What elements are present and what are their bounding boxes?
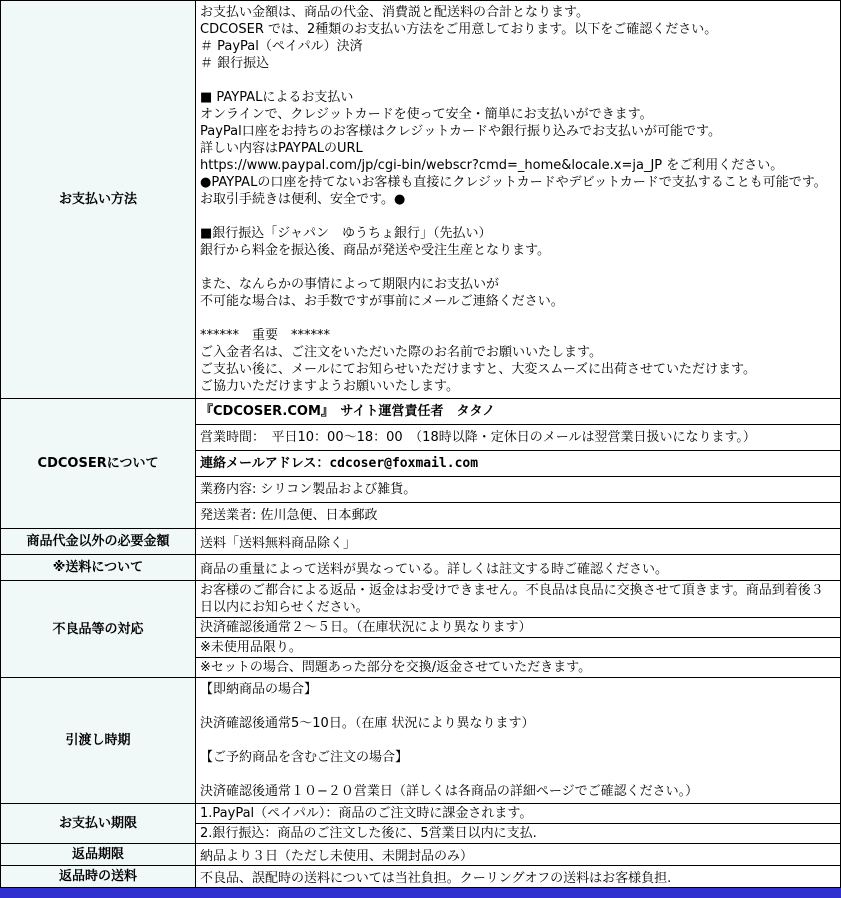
delivery-line (200, 698, 836, 715)
row-return-deadline (1, 844, 840, 866)
payment-line: CDCOSER では、2種類のお支払い方法をご用意しております。以下をご確認ください。 (200, 22, 718, 37)
delivery-line: 決済確認後通常5〜10日。（在庫 状況により異なります） (200, 716, 535, 731)
payment-line (200, 208, 836, 225)
row-delivery-timing (1, 678, 840, 804)
footer-band (0, 888, 841, 898)
row-about-cdcoser (1, 399, 840, 529)
return-deadline-content: 納品より３日（ただし未使用、未開封品のみ） (200, 849, 474, 864)
payment-line: ■銀行振込「ジャパン ゆうちょ銀行」（先払い） (200, 226, 492, 241)
about-site-owner-line: 『CDCOSER.COM』 サイト運営責任者 タタノ (196, 399, 840, 425)
payment-line: ご協力いただけますようお願いいたします。 (200, 379, 459, 394)
label-return-deadline: 返品期限 (1, 844, 196, 865)
row-payment-deadline (1, 804, 840, 844)
paypal-url-text: https://www.paypal.com/jp/cgi-bin/webscr?cmd=_home&locale.x=ja_JP をご利用ください。 (200, 158, 784, 173)
delivery-line: 【即納商品の場合】 (200, 682, 318, 697)
payment-line: 銀行から料金を振込後、商品が発送や受注生産となります。 (200, 243, 550, 258)
about-contact-line (196, 451, 840, 477)
payment-deadline-item: 2.銀行振込：商品のご注文した後に、5営業日以内に支払. (200, 826, 537, 841)
extra-fees-content: 送料「送料無料商品除く」 (200, 536, 357, 551)
payment-line: ＃ PayPal（ペイパル）決済 (200, 39, 363, 54)
delivery-line: 決済確認後通常１０−２０営業日（詳しくは各商品の詳細ページでご確認ください。） (200, 784, 699, 799)
payment-line: PayPal口座をお持ちのお客様はクレジットカードや銀行振り込みでお支払いが可能です。 (200, 124, 721, 139)
payment-line: ●PAYPALの口座を持てないお客様も直接にクレジットカードやデビットカードで支払することも可能です。 (200, 175, 827, 190)
label-payment-deadline: お支払い期限 (1, 804, 196, 843)
payment-line: ＃ 銀行振込 (200, 56, 270, 71)
defective-item: ※セットの場合、問題あった部分を交換/返金させていただきます。 (200, 660, 592, 675)
payment-line (200, 72, 836, 89)
payment-line: 不可能な場合は、お手数ですが事前にメールご連絡ください。 (200, 294, 564, 309)
payment-line: また、なんらかの事情によって期限内にお支払いが (200, 277, 500, 292)
label-payment-method: お支払い方法 (1, 1, 196, 398)
delivery-line (200, 766, 836, 783)
delivery-timing-content (196, 678, 840, 803)
shipping-note-content: 商品の重量によって送料が異なっている。詳しくは註文する時ご確認ください。 (200, 562, 669, 577)
payment-line: ****** 重要 ****** (200, 328, 331, 343)
row-payment-method (1, 1, 840, 399)
delivery-line (200, 732, 836, 749)
payment-deadline-content (196, 804, 840, 843)
payment-line: ご支払い後に、メールにてお知らせいただけますと、大変スムーズに出荷させていただけます。 (200, 362, 757, 377)
label-return-shipping: 返品時の送料 (1, 866, 196, 887)
defective-item: ※未使用品限り。 (196, 638, 840, 658)
payment-line: お支払い金額は、商品の代金、消費説と配送料の合計となります。 (200, 5, 589, 20)
row-shipping-note (1, 555, 840, 581)
row-extra-fees (1, 529, 840, 555)
about-shipping-carrier-line: 発送業者: 佐川急便、日本郵政 (200, 508, 378, 523)
contact-email-address: cdcoser@foxmail.com (329, 456, 479, 471)
about-cdcoser-content (196, 399, 840, 528)
contact-email-label: 連絡メールアドレス： (200, 456, 330, 471)
defective-item: お客様のご都合による返品・返金はお受けできません。不良品は良品に交換させて頂きます。商品到着後３日以内にお知らせください。 (196, 581, 840, 618)
label-shipping-note: ※送料について (1, 555, 196, 580)
defective-handling-content (196, 581, 840, 677)
return-shipping-content: 不良品、誤配時の送料については当社負担。クーリングオフの送料はお客様負担. (200, 871, 672, 886)
payment-line: お取引手続きは便利、安全です。● (200, 192, 406, 207)
payment-method-content (196, 1, 840, 398)
label-extra-fees: 商品代金以外の必要金額 (1, 529, 196, 554)
about-business-hours-line: 営業時間： 平日10：00〜18：00 （18時以降・定休日のメールは翌営業日扱いになります。） (196, 425, 840, 451)
label-defective-handling: 不良品等の対応 (1, 581, 196, 677)
payment-line: ■ PAYPALによるお支払い (200, 90, 354, 105)
delivery-line: 【ご予約商品を含むご注文の場合】 (200, 750, 409, 765)
label-delivery-timing: 引渡し時期 (1, 678, 196, 803)
payment-line: 詳しい内容はPAYPALのURL (200, 141, 363, 156)
label-about-cdcoser: CDCOSERについて (1, 399, 196, 528)
row-defective-handling (1, 581, 840, 678)
about-business-content-line: 業務内容: シリコン製品および雑貨。 (196, 477, 840, 503)
payment-deadline-item: 1.PayPal（ペイパル）：商品のご注文時に課金されます。 (196, 804, 840, 824)
payment-line: ご入金者名は、ご注文をいただいた際のお名前でお願いいたします。 (200, 345, 602, 360)
payment-line (200, 259, 836, 276)
defective-item: 決済確認後通常２〜５日。（在庫状況により異なります） (196, 618, 840, 638)
row-return-shipping (1, 866, 840, 888)
payment-line (200, 310, 836, 327)
payment-line: オンラインで、クレジットカードを使って安全・簡単にお支払いができます。 (200, 107, 653, 122)
